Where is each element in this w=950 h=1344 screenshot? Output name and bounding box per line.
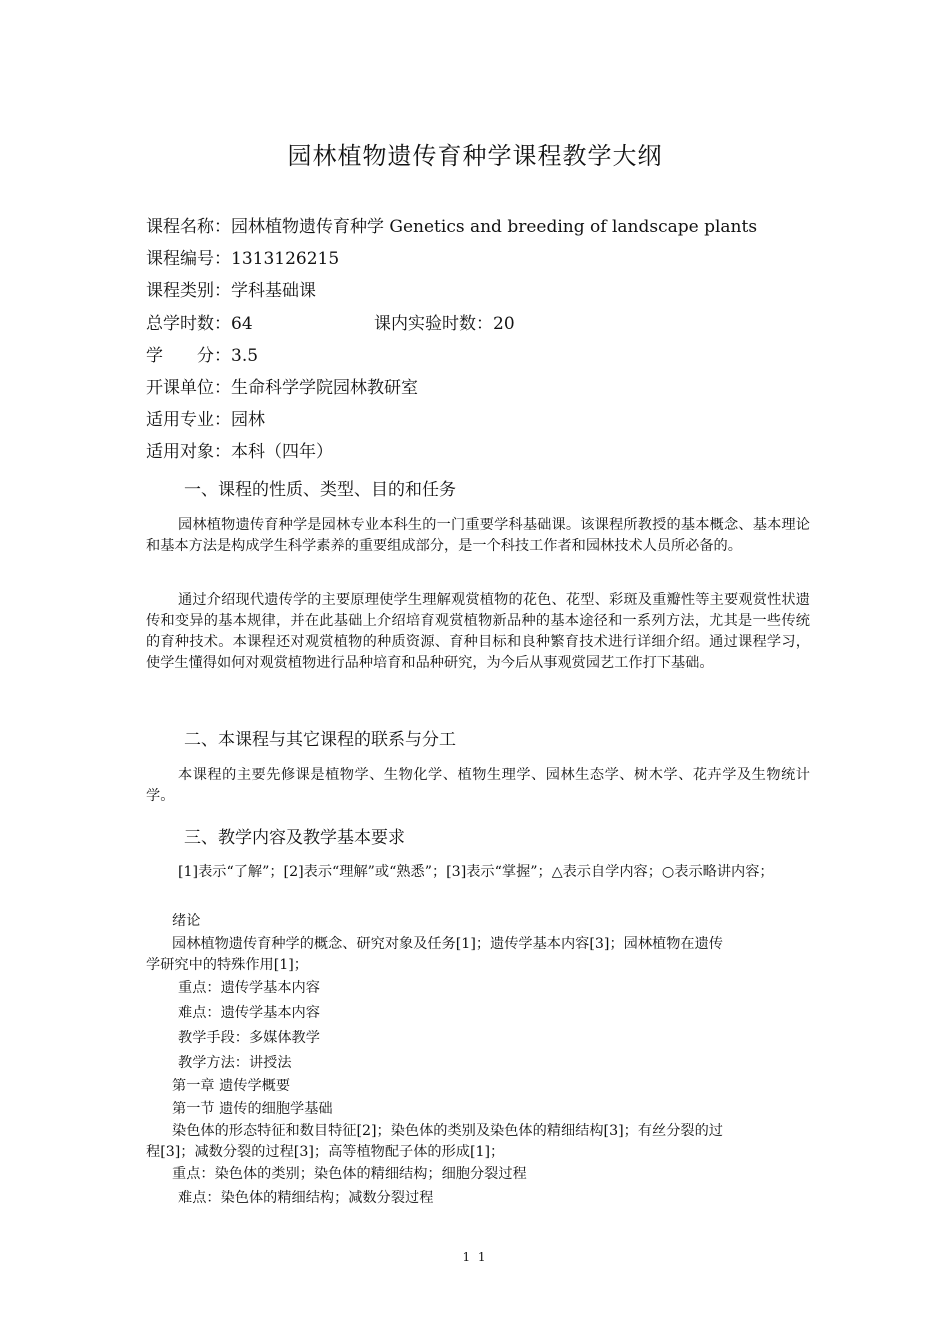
section-heading-2: 二、本课程与其它课程的联系与分工 — [184, 730, 456, 750]
section-1-1-key-point: 重点：染色体的类别；染色体的精细结构；细胞分裂过程 — [172, 1166, 527, 1182]
course-name: 课程名称：园林植物遗传育种学 Genetics and breeding of landscape plants — [146, 217, 758, 237]
intro-key-point: 重点：遗传学基本内容 — [178, 980, 320, 996]
intro-teaching-method: 教学方法：讲授法 — [178, 1055, 292, 1071]
paragraph-legend: [1]表示“了解”；[2]表示“理解”或“熟悉”；[3]表示“掌握”；△表示自学内容；○表示略讲内容； — [178, 864, 774, 880]
applicable-target: 适用对象：本科（四年） — [146, 442, 333, 462]
applicable-major: 适用专业：园林 — [146, 410, 265, 430]
paragraph-nature: 园林植物遗传育种学是园林专业本科生的一门重要学科基础课。该课程所教授的基本概念、基本理论和基本方法是构成学生科学素养的重要组成部分，是一个科技工作者和园林技术人员所必备的。 — [146, 517, 810, 554]
intro-content-line-1: 园林植物遗传育种学的概念、研究对象及任务[1]；遗传学基本内容[3]；园林植物在遗传 — [172, 936, 723, 952]
course-category: 课程类别：学科基础课 — [146, 281, 316, 301]
intro-teaching-means: 教学手段：多媒体教学 — [178, 1030, 320, 1046]
course-code: 课程编号：1313126215 — [146, 249, 340, 269]
credits: 学 分：3.5 — [146, 346, 259, 366]
section-1-1-difficulty: 难点：染色体的精细结构；减数分裂过程 — [178, 1190, 434, 1206]
section-heading-1: 一、课程的性质、类型、目的和任务 — [184, 480, 456, 500]
total-hours: 总学时数：64 — [146, 314, 253, 334]
lab-hours: 课内实验时数：20 — [374, 314, 515, 334]
document-title: 园林植物遗传育种学课程教学大纲 — [287, 142, 663, 170]
intro-content-line-2: 学研究中的特殊作用[1]； — [146, 957, 308, 973]
chapter-1-heading: 第一章 遗传学概要 — [172, 1078, 291, 1094]
intro-heading: 绪论 — [172, 913, 201, 929]
section-1-1-content-line-1: 染色体的形态特征和数目特征[2]；染色体的类别及染色体的精细结构[3]；有丝分裂的过 — [172, 1123, 723, 1139]
offering-unit: 开课单位：生命科学学院园林教研室 — [146, 378, 418, 398]
section-1-1-heading: 第一节 遗传的细胞学基础 — [172, 1101, 333, 1117]
paragraph-prerequisites: 本课程的主要先修课是植物学、生物化学、植物生理学、园林生态学、树木学、花卉学及生物统计学。 — [146, 767, 810, 804]
page-number: 1 1 — [462, 1250, 488, 1264]
intro-difficulty: 难点：遗传学基本内容 — [178, 1005, 320, 1021]
paragraph-purpose: 通过介绍现代遗传学的主要原理使学生理解观赏植物的花色、花型、彩斑及重瓣性等主要观赏性状遗传和变异的基本规律，并在此基础上介绍培育观赏植物新品种的基本途径和一系列方法，尤其是一些传统的育种技术。本课程还对观赏植物的种质资源、育种目标和良种繁育技术进行详细介绍。通过课程学习，使学生懂得如何对观赏植物进行品种培育和品种研究，为今后从事观赏园艺工作打下基础。 — [146, 592, 810, 671]
section-heading-3: 三、教学内容及教学基本要求 — [184, 828, 405, 848]
section-1-1-content-line-2: 程[3]；减数分裂的过程[3]；高等植物配子体的形成[1]； — [146, 1144, 505, 1160]
